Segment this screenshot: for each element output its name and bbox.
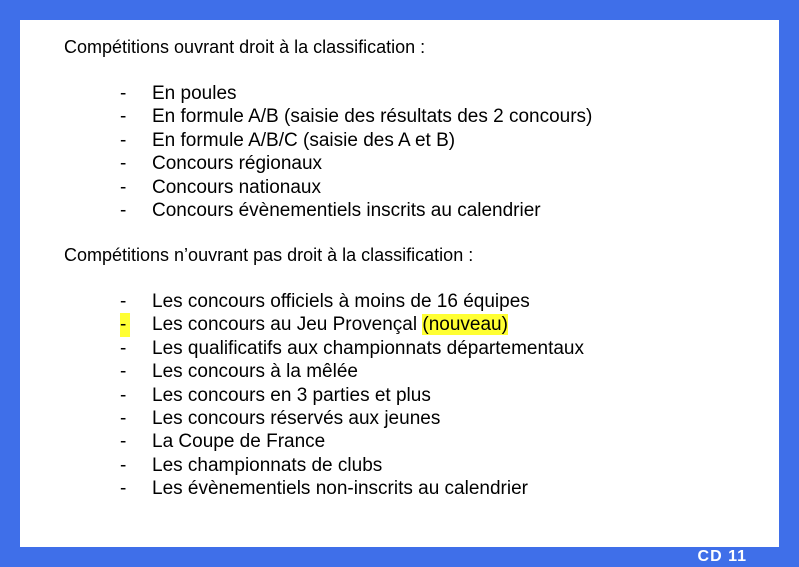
list-item — [120, 360, 584, 383]
list-item-text: Les évènementiels non-inscrits au calendrier — [152, 478, 528, 500]
list-item — [120, 454, 584, 477]
list-item-text: Les concours au Jeu Provençal — [152, 314, 423, 336]
bullet: - — [120, 454, 127, 476]
bullet: - — [120, 106, 127, 128]
list-item-text: En formule A/B (saisie des résultats des 2 concours) — [152, 106, 593, 128]
bullet: - — [120, 337, 127, 359]
list-item — [120, 430, 584, 453]
heading-classification: Compétitions ouvrant droit à la classification : — [64, 37, 426, 57]
bullet: - — [120, 291, 127, 312]
list-item — [120, 407, 584, 430]
list-item-text: Les concours à la mêlée — [152, 361, 358, 383]
list-item-text: Concours évènementiels inscrits au calendrier — [152, 199, 541, 221]
list-item-text: Les concours réservés aux jeunes — [152, 407, 441, 429]
list-item — [120, 199, 592, 222]
list-item — [120, 337, 584, 360]
bullet: - — [120, 478, 127, 500]
list-item — [120, 105, 592, 128]
bullet: - — [120, 176, 127, 198]
list-item — [120, 384, 584, 407]
bullet: - — [120, 361, 127, 383]
list-classification — [120, 82, 592, 222]
slide — [20, 20, 779, 547]
list-item — [120, 176, 592, 199]
list-item-text: Les concours en 3 parties et plus — [152, 384, 431, 406]
list-item-text: Concours régionaux — [152, 153, 323, 175]
list-item-text: En formule A/B/C (saisie des A et B) — [152, 129, 456, 151]
list-item-text: La Coupe de France — [152, 431, 326, 453]
list-item-text: Les championnats de clubs — [152, 454, 383, 476]
bullet: - — [120, 431, 127, 453]
list-item-highlighted — [120, 313, 584, 336]
list-item — [120, 152, 592, 175]
bullet: - — [120, 384, 127, 406]
footer-label: CD 11 — [697, 548, 747, 565]
bullet: - — [120, 129, 127, 151]
new-badge: (nouveau) — [422, 314, 508, 336]
heading-no-classification: Compétitions n’ouvrant pas droit à la classification : — [64, 245, 474, 265]
list-item — [120, 477, 584, 500]
bullet: - — [120, 199, 127, 221]
list-item-text: En poules — [152, 83, 237, 104]
list-no-classification — [120, 290, 584, 501]
list-item — [120, 82, 592, 105]
bullet: - — [120, 407, 127, 429]
list-item — [120, 290, 584, 313]
bullet: - — [120, 83, 127, 104]
list-item — [120, 129, 592, 152]
bullet-highlighted: - — [120, 313, 130, 336]
list-item-text: Les qualificatifs aux championnats départementaux — [152, 337, 584, 359]
list-item-text: Concours nationaux — [152, 176, 321, 198]
list-item-text: Les concours officiels à moins de 16 équipes — [152, 291, 530, 312]
bullet: - — [120, 153, 127, 175]
